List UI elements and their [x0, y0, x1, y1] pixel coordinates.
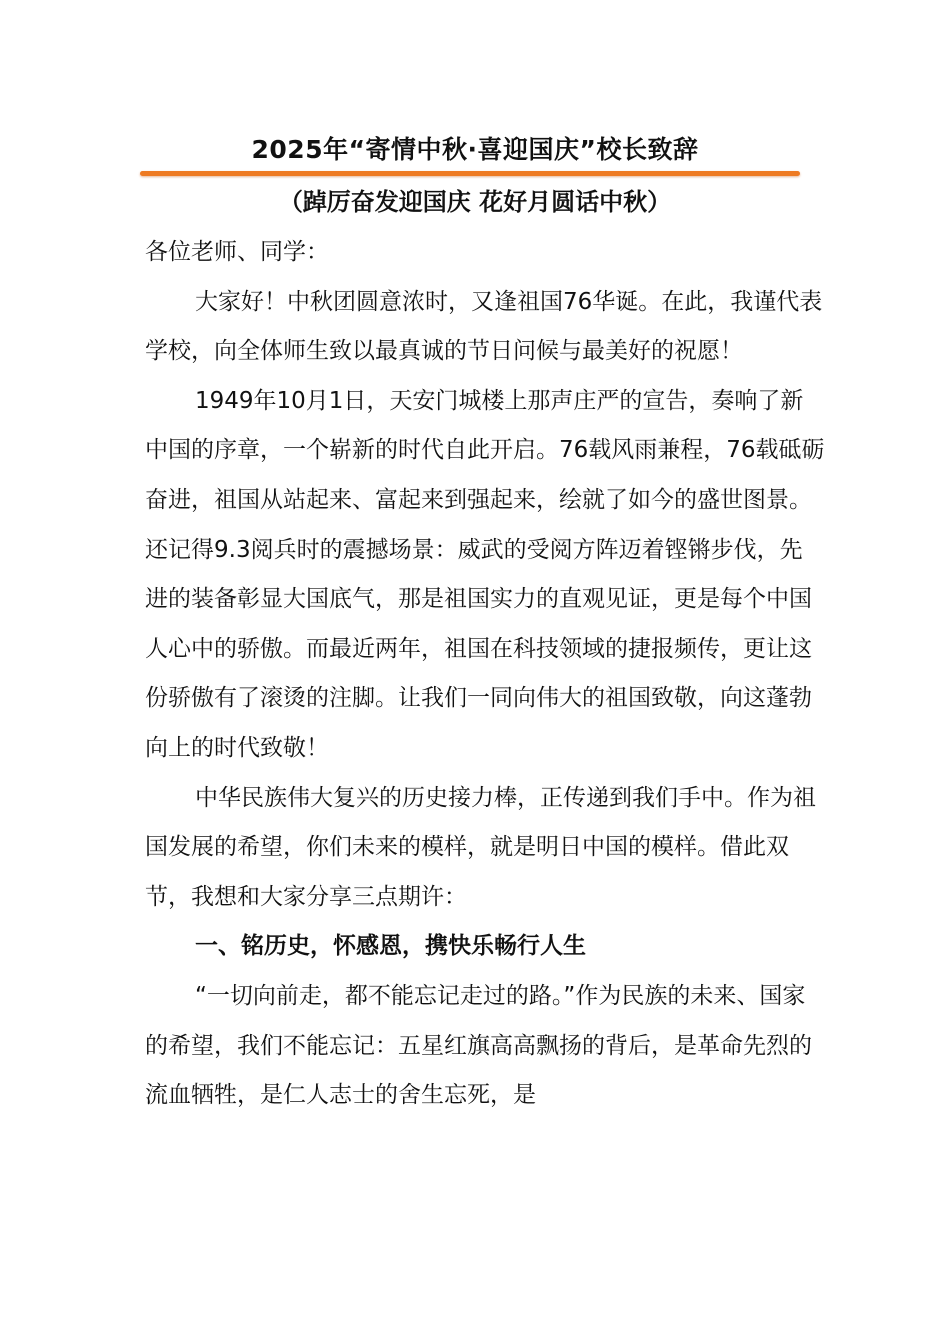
speech-body [145, 228, 825, 1121]
paragraph-history: 1949年10月1日，天安门城楼上那声庄严的宣告，奏响了新中国的序章，一个崭新的时代自此开启。76载风雨兼程，76载砥砺奋进，祖国从站起来、富起来到强起来，绘就了如今的盛世图景。还记得9.3阅兵时的震撼场景：威武的受阅方阵迈着铿锵步伐，先进的装备彰显大国底气，那是祖国实力的直观见证，更是每个中国人心中的骄傲。而最近两年，祖国在科技领域的捷报频传，更让这份骄傲有了滚烫的注脚。让我们一同向伟大的祖国致敬，向这蓬勃向上的时代致敬！ [145, 387, 825, 761]
document-title: 2025年“寄情中秋·喜迎国庆”校长致辞 [251, 135, 699, 164]
section-heading-1: 一、铭历史，怀感恩，携快乐畅行人生 [195, 933, 586, 960]
document-subtitle: （踔厉奋发迎国庆 花好月圆话中秋） [278, 188, 672, 216]
paragraph-greeting: 大家好！中秋团圆意浓时，又逢祖国76华诞。在此，我谨代表学校，向全体师生致以最真诚的节日问候与最美好的祝愿！ [145, 288, 823, 365]
paragraph-expectations: 中华民族伟大复兴的历史接力棒，正传递到我们手中。作为祖国发展的希望，你们未来的模样，就是明日中国的模样。借此双节，我想和大家分享三点期许： [145, 784, 816, 910]
title-underline-rule [140, 171, 800, 176]
salutation: 各位老师、同学： [145, 239, 329, 265]
section-1-text: “一切向前走，都不能忘记走过的路。”作为民族的未来、国家的希望，我们不能忘记：五星红旗高高飘扬的背后，是革命先烈的流血牺牲，是仁人志士的舍生忘死，是 [145, 982, 812, 1109]
